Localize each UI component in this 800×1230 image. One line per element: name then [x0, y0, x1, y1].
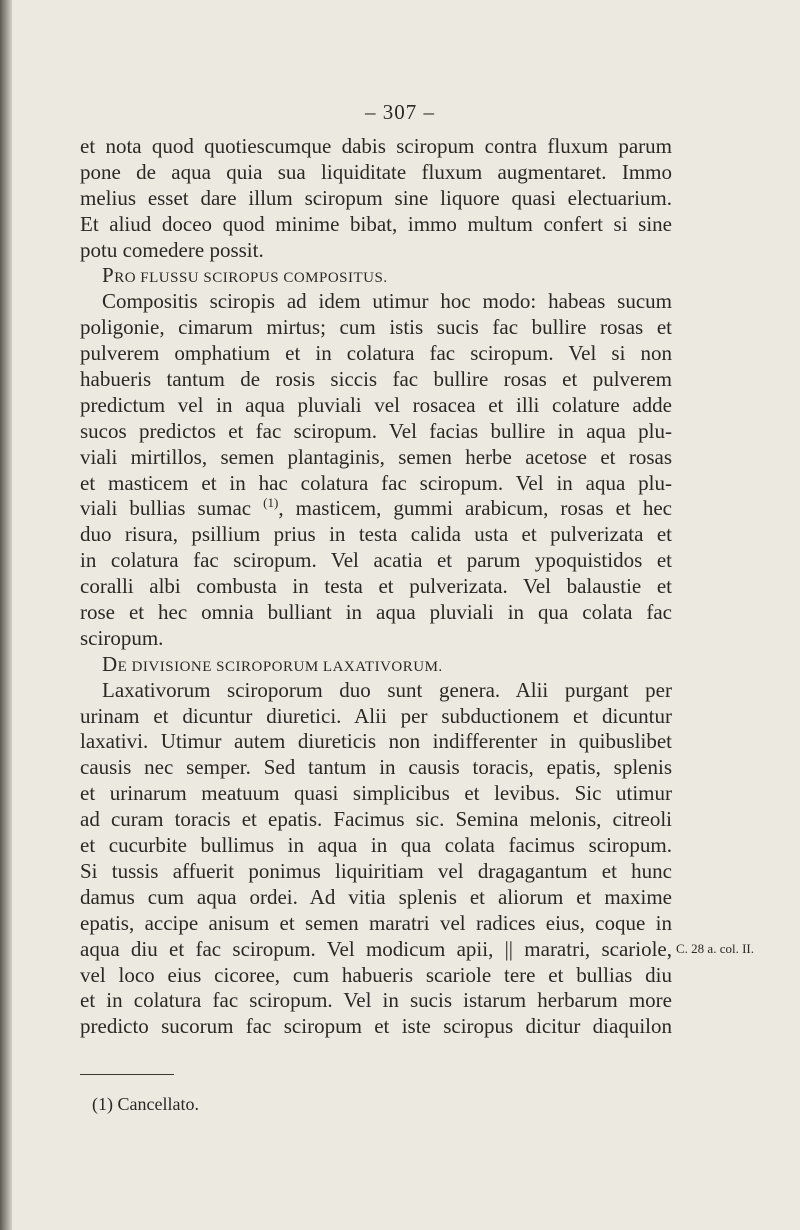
text-line: melius esset dare illum sciropum sine liquore quasi electuarium.	[80, 185, 672, 210]
text-line: predictum vel in aqua pluviali vel rosacea et illi colature adde	[80, 392, 672, 417]
text-segment: viali bullias sumac	[80, 496, 264, 521]
text-line: et nota quod quotiescumque dabis sciropum contra fluxum parum	[80, 134, 672, 158]
text-line: rose et hec omnia bulliant in aqua pluviali in qua colata fac	[80, 600, 672, 625]
section-heading-de-divisione	[80, 652, 672, 678]
text-line: coralli albi combusta in testa et pulverizata. Vel balaustie et	[80, 574, 672, 599]
text-line: epatis, accipe anisum et semen maratri vel radices eius, coque in	[80, 910, 672, 935]
text-line: pone de aqua quia sua liquiditate fluxum augmentaret. Immo	[80, 159, 672, 184]
body-text	[80, 134, 672, 1040]
footnote-reference: (1)	[263, 495, 279, 511]
text-line: Et aliud doceo quod minime bibat, immo multum confert si sine	[80, 211, 672, 236]
text-line: Compositis sciropis ad idem utimur hoc modo: habeas sucum	[102, 289, 672, 314]
text-line: laxativi. Utimur autem diureticis non indifferenter in quibuslibet	[80, 729, 672, 754]
text-segment: , masticem, gummi arabicum, rosas et hec	[278, 496, 672, 521]
text-line: causis nec semper. Sed tantum in causis toracis, epatis, splenis	[80, 755, 672, 780]
text-line: et urinarum meatuum quasi simplicibus et levibus. Sic utimur	[80, 781, 672, 806]
page-number: – 307 –	[365, 100, 435, 124]
footnote: (1) Cancellato.	[92, 1094, 199, 1114]
text-line: viali mirtillos, semen plantaginis, semen herbe acetose et rosas	[80, 444, 672, 469]
text-line: sciropum.	[80, 625, 164, 650]
text-line: sucos predictos et fac sciropum. Vel facias bullire in aqua plu-	[80, 418, 672, 443]
text-line: vel loco eius cicoree, cum habueris scariole tere et bullias diu	[80, 962, 672, 987]
text-line-with-footnote-ref	[80, 496, 672, 522]
text-line: poligonie, cimarum mirtus; cum istis sucis fac bullire rosas et	[80, 315, 672, 340]
text-line: in colatura fac sciropum. Vel acatia et parum ypoquistidos et	[80, 548, 672, 573]
text-line: Si tussis affuerit ponimus liquiritiam vel dragagantum et hunc	[80, 858, 672, 883]
heading-small-caps: RO FLUSSU SCIROPUS COMPOSITUS.	[114, 270, 388, 287]
text-line: Laxativorum sciroporum duo sunt genera. Alii purgant per	[102, 677, 672, 702]
text-line: potu comedere possit.	[80, 237, 264, 262]
text-line: damus cum aqua ordei. Ad vitia splenis et aliorum et maxime	[80, 884, 672, 909]
text-line: urinam et dicuntur diuretici. Alii per subductionem et dicuntur	[80, 703, 672, 728]
text-line: duo risura, psillium prius in testa calida usta et pulverizata et	[80, 522, 672, 547]
margin-note: C. 28 a. col. II.	[676, 941, 754, 956]
text-line: predicto sucorum fac sciropum et iste sciropus dicitur diaquilon	[80, 1014, 672, 1039]
text-line: habueris tantum de rosis siccis fac bullire rosas et pulverem	[80, 367, 672, 392]
text-line: pulverem omphatium et in colatura fac sciropum. Vel si non	[80, 341, 672, 366]
footnote-divider	[80, 1074, 174, 1075]
text-line: aqua diu et fac sciropum. Vel modicum apii, || maratri, scariole,	[80, 936, 672, 961]
text-line: et cucurbite bullimus in aqua in qua colata facimus sciropum.	[80, 833, 672, 858]
heading-initial: P	[102, 263, 115, 288]
section-heading-pro-flussu	[80, 263, 672, 289]
text-line: et masticem et in hac colatura fac sciropum. Vel in aqua plu-	[80, 470, 672, 495]
heading-small-caps: E DIVISIONE SCIROPORUM LAXATIVORUM.	[117, 658, 443, 675]
page-binding-edge	[0, 0, 12, 1230]
text-line: ad curam toracis et epatis. Facimus sic. Semina melonis, citreoli	[80, 807, 672, 832]
heading-initial: D	[102, 651, 118, 676]
text-line: et in colatura fac sciropum. Vel in sucis istarum herbarum more	[80, 988, 672, 1013]
